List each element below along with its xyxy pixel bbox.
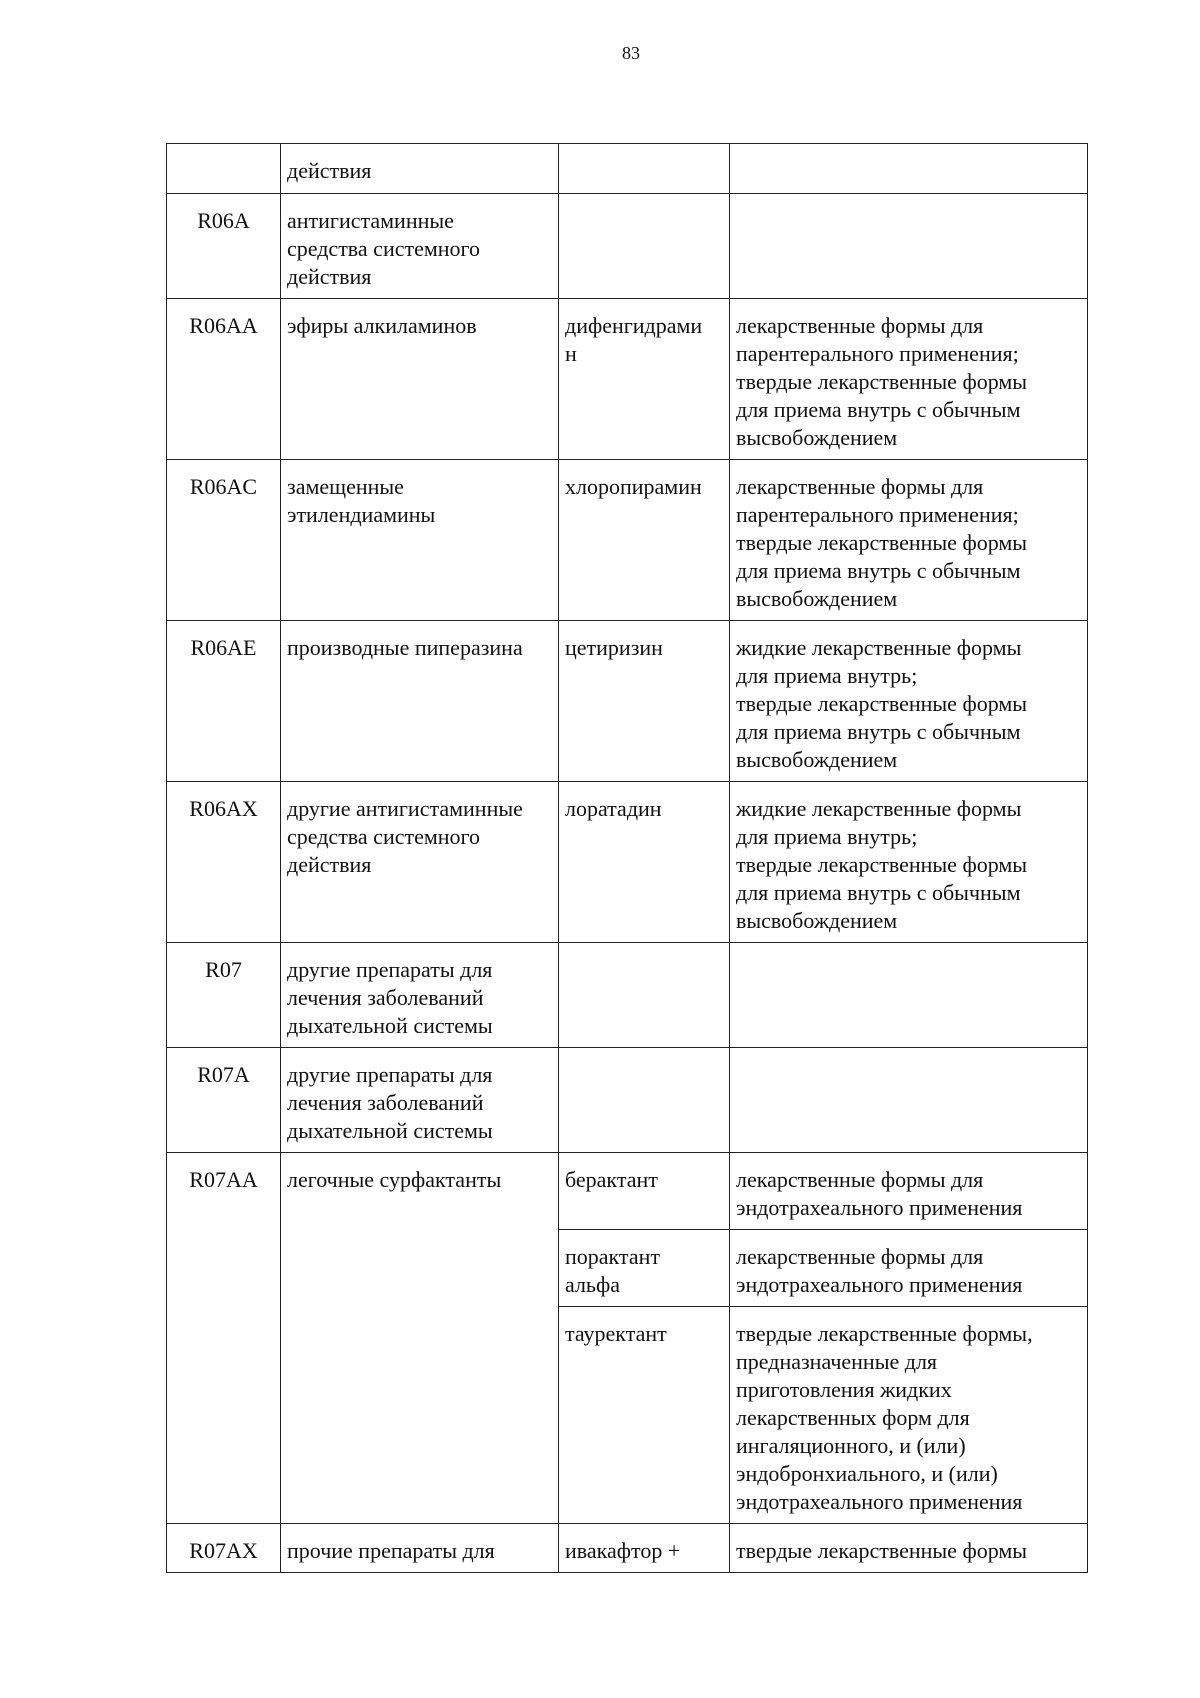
dosage-form-cell <box>730 144 1088 194</box>
drug-name: берактант <box>565 1167 658 1192</box>
atc-code-cell <box>167 1524 281 1573</box>
atc-code: R06AE <box>190 635 257 660</box>
atc-code-cell <box>167 1153 281 1524</box>
table-body <box>167 144 1088 1573</box>
atc-code-cell <box>167 1048 281 1153</box>
atc-code-cell <box>167 460 281 621</box>
table-row <box>167 621 1088 782</box>
dosage-form-cell <box>730 1524 1088 1573</box>
drug-name: лоратадин <box>565 796 662 821</box>
group-name: другие антигистаминные средства системного действия <box>287 796 523 877</box>
dosage-form: лекарственные формы для эндотрахеального применения <box>736 1244 1023 1297</box>
atc-code-cell <box>167 144 281 194</box>
atc-code: R06AA <box>189 313 258 338</box>
group-name-cell <box>281 943 559 1048</box>
atc-code: R06AC <box>189 474 258 499</box>
group-name: легочные сурфактанты <box>287 1167 502 1192</box>
dosage-form: жидкие лекарственные формы для приема внутрь; твердые лекарственные формы для приема внутрь с обычным высвобождением <box>736 796 1028 933</box>
group-name: другие препараты для лечения заболеваний дыхательной системы <box>287 957 493 1038</box>
drug-name-cell <box>559 621 730 782</box>
group-name-cell <box>281 782 559 943</box>
drug-name-cell <box>559 782 730 943</box>
drug-classification-table <box>166 143 1088 1573</box>
dosage-form: жидкие лекарственные формы для приема внутрь; твердые лекарственные формы для приема внутрь с обычным высвобождением <box>736 635 1028 772</box>
drug-name-cell <box>559 194 730 299</box>
group-name-cell <box>281 144 559 194</box>
dosage-form-cell <box>730 621 1088 782</box>
drug-name-cell <box>559 1230 730 1307</box>
drug-name: хлоропирамин <box>565 474 702 499</box>
group-name-cell <box>281 1524 559 1573</box>
group-name: прочие препараты для <box>287 1538 495 1563</box>
table-row <box>167 299 1088 460</box>
atc-code-cell <box>167 782 281 943</box>
table-row <box>167 194 1088 299</box>
table-row <box>167 144 1088 194</box>
atc-code: R07AA <box>189 1167 258 1192</box>
drug-name: ивакафтор + <box>565 1538 681 1563</box>
atc-code: R06A <box>197 208 250 233</box>
table-row <box>167 1153 1088 1230</box>
table-row <box>167 1524 1088 1573</box>
group-name-cell <box>281 460 559 621</box>
group-name: другие препараты для лечения заболеваний дыхательной системы <box>287 1062 493 1143</box>
drug-name-cell <box>559 460 730 621</box>
table-row <box>167 943 1088 1048</box>
atc-code: R07A <box>197 1062 250 1087</box>
dosage-form-cell <box>730 1307 1088 1524</box>
dosage-form-cell <box>730 782 1088 943</box>
dosage-form: твердые лекарственные формы, предназначенные для приготовления жидких лекарственных форм для ингаляционного, и (или) эндобронхиального, и (или) эндотрахеального применения <box>736 1321 1033 1514</box>
atc-code: R06AX <box>189 796 258 821</box>
drug-name-cell <box>559 1307 730 1524</box>
drug-name: тауректант <box>565 1321 667 1346</box>
dosage-form-cell <box>730 460 1088 621</box>
dosage-form-cell <box>730 299 1088 460</box>
group-name-cell <box>281 621 559 782</box>
dosage-form: твердые лекарственные формы <box>736 1538 1028 1563</box>
atc-code-cell <box>167 943 281 1048</box>
drug-name-cell <box>559 144 730 194</box>
group-name: замещенные этилендиамины <box>287 474 436 527</box>
drug-name: порактант альфа <box>565 1244 660 1297</box>
atc-code: R07AX <box>189 1538 258 1563</box>
group-name: эфиры алкиламинов <box>287 313 477 338</box>
dosage-form-cell <box>730 194 1088 299</box>
dosage-form-cell <box>730 1048 1088 1153</box>
group-name: действия <box>287 158 372 183</box>
drug-name-cell <box>559 299 730 460</box>
drug-name-cell <box>559 1524 730 1573</box>
dosage-form-cell <box>730 943 1088 1048</box>
drug-name: дифенгидрами н <box>565 313 703 366</box>
dosage-form: лекарственные формы для парентерального применения; твердые лекарственные формы для приема внутрь с обычным высвобождением <box>736 313 1028 450</box>
table-row <box>167 1048 1088 1153</box>
atc-code-cell <box>167 194 281 299</box>
dosage-form-cell <box>730 1153 1088 1230</box>
page-number: 83 <box>622 43 640 63</box>
group-name: производные пиперазина <box>287 635 523 660</box>
dosage-form: лекарственные формы для эндотрахеального применения <box>736 1167 1023 1220</box>
drug-name-cell <box>559 1153 730 1230</box>
group-name-cell <box>281 1048 559 1153</box>
group-name-cell <box>281 299 559 460</box>
group-name-cell <box>281 1153 559 1524</box>
group-name: антигистаминные средства системного действия <box>287 208 481 289</box>
drug-name: цетиризин <box>565 635 663 660</box>
dosage-form-cell <box>730 1230 1088 1307</box>
atc-code-cell <box>167 299 281 460</box>
group-name-cell <box>281 194 559 299</box>
drug-name-cell <box>559 1048 730 1153</box>
dosage-form: лекарственные формы для парентерального применения; твердые лекарственные формы для приема внутрь с обычным высвобождением <box>736 474 1028 611</box>
atc-code: R07 <box>205 957 242 982</box>
table-row <box>167 782 1088 943</box>
atc-code-cell <box>167 621 281 782</box>
table-row <box>167 460 1088 621</box>
drug-name-cell <box>559 943 730 1048</box>
